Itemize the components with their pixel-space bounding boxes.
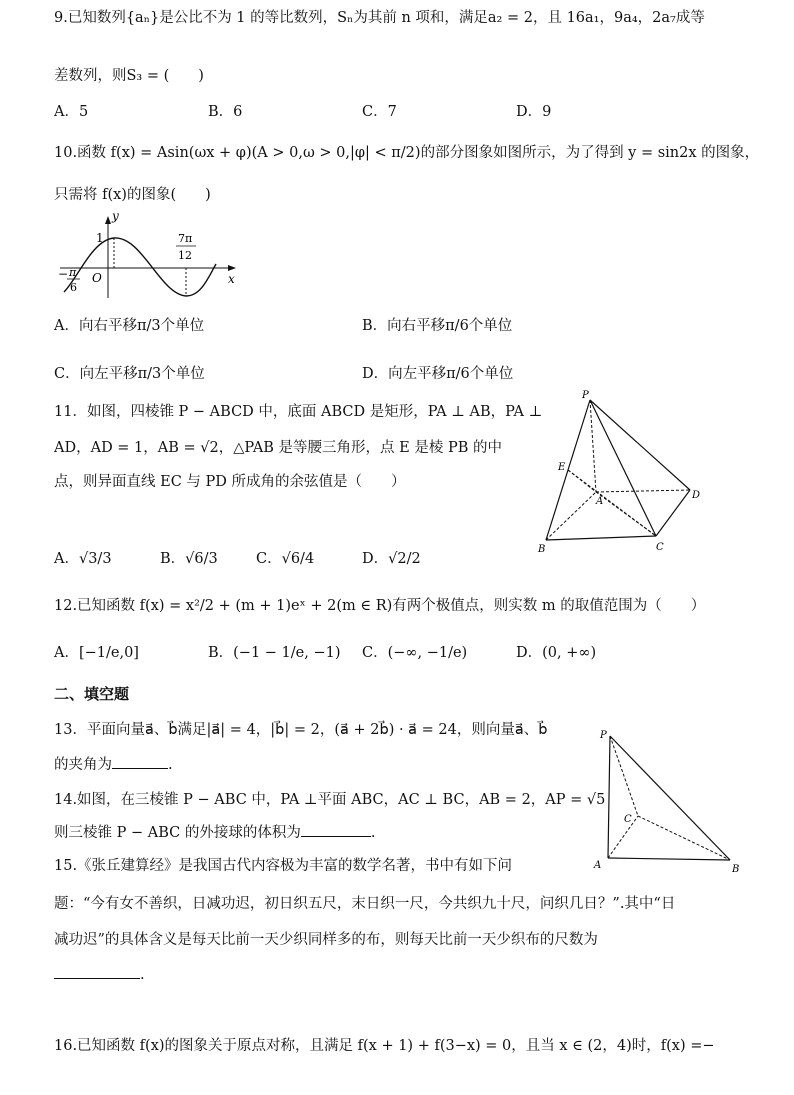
q10-option-b: B．向右平移π/6个单位: [362, 318, 513, 334]
q10-option-c: C．向左平移π/3个单位: [54, 366, 205, 382]
q10-graph-left-den: 6: [70, 281, 77, 294]
q15-answer-blank[interactable]: [54, 964, 140, 979]
q13-stem-line1: 13．平面向量a⃗、b⃗满足|a⃗| = 4，|b⃗| = 2，(a⃗ + 2b⃗) · a⃗ = 24，则向量a⃗、b⃗: [54, 722, 548, 738]
q10-graph-right-den: 12: [178, 249, 192, 262]
q15-stem-line1: 15.《张丘建算经》是我国古代内容极为丰富的数学名著，书中有如下问: [54, 858, 513, 874]
q11-label-a: A: [596, 496, 604, 507]
q10-stem-line1: 10.函数 f(x) = Asin(ωx + φ)(A > 0,ω > 0,|φ| < π/2)的部分图象如图所示，为了得到 y = sin2x 的图象，: [54, 145, 760, 161]
q14-label-a: A: [594, 860, 602, 871]
q12-option-a: A．[−1/e,0]: [54, 645, 139, 661]
q11-option-b: B．√6/3: [160, 551, 218, 567]
q10-graph-max-label: 1: [96, 231, 104, 245]
q14-answer-blank[interactable]: [301, 822, 371, 837]
q10-stem-line2: 只需将 f(x)的图象( ): [54, 187, 211, 203]
q13-stem-line2-text: 的夹角为: [54, 757, 112, 773]
q12-option-b: B．(−1 − 1/e, −1): [208, 645, 341, 661]
q12-stem-line1: 12.已知函数 f(x) = x²/2 + (m + 1)eˣ + 2(m ∈ R)有两个极值点，则实数 m 的取值范围为（ ）: [54, 598, 706, 614]
q11-label-e: E: [558, 462, 566, 473]
q15-answer-line: .: [54, 964, 145, 985]
q12-option-d: D．(0, +∞): [516, 645, 597, 661]
q12-option-c: C．(−∞, −1/e): [362, 645, 468, 661]
q11-option-c: C．√6/4: [256, 551, 315, 567]
q14-stem-line1: 14.如图，在三棱锥 P − ABC 中，PA ⊥平面 ABC，AC ⊥ BC，AB = 2，AP = √5: [54, 792, 606, 808]
q9-option-d: D．9: [516, 104, 552, 120]
q14-label-c: C: [624, 814, 632, 825]
q13-stem-line2: 的夹角为 .: [54, 754, 173, 775]
q11-label-b: B: [538, 544, 546, 555]
q11-option-a: A．√3/3: [54, 551, 112, 567]
q14-pyramid-figure: [590, 726, 770, 876]
q10-option-a: A．向右平移π/3个单位: [54, 318, 205, 334]
q10-graph-y-label: y: [112, 209, 119, 223]
q11-stem-line3: 点，则异面直线 EC 与 PD 所成角的余弦值是（ ）: [54, 474, 406, 490]
q10-graph-x-label: x: [228, 272, 235, 286]
q11-stem-line1: 11．如图，四棱锥 P − ABCD 中，底面 ABCD 是矩形，PA ⊥ AB，PA ⊥: [54, 404, 543, 420]
q10-graph-right-num: 7π: [178, 232, 193, 245]
q14-label-b: B: [732, 864, 740, 875]
q13-answer-blank[interactable]: [112, 754, 168, 769]
q11-pyramid-figure: [530, 388, 710, 558]
q11-label-c: C: [656, 542, 664, 553]
q10-option-d: D．向左平移π/6个单位: [362, 366, 514, 382]
q11-stem-line2: AD，AD = 1，AB = √2，△PAB 是等腰三角形，点 E 是棱 PB 的中: [54, 440, 502, 456]
q14-label-p: P: [600, 730, 607, 741]
q9-option-b: B．6: [208, 104, 243, 120]
q9-stem-line2: 差数列，则S₃ = ( ): [54, 68, 204, 84]
q11-option-d: D．√2/2: [362, 551, 421, 567]
q11-label-d: D: [692, 490, 701, 501]
q9-option-c: C．7: [362, 104, 397, 120]
q15-stem-line2: 题：“今有女不善织，日减功迟，初日织五尺，末日织一尺，今共织九十尺，问织几日？”.其中“日: [54, 896, 676, 912]
q9-option-a: A．5: [54, 104, 89, 120]
q16-stem-line1: 16.已知函数 f(x)的图象关于原点对称，且满足 f(x + 1) + f(3−x) = 0，且当 x ∈ (2，4)时，f(x) =−: [54, 1038, 715, 1054]
q14-stem-line2-text: 则三棱锥 P − ABC 的外接球的体积为: [54, 825, 301, 841]
section-title-fill-in: 二、填空题: [54, 685, 130, 703]
q10-graph-left-num: π: [69, 266, 77, 279]
q10-graph-left-sign: −: [58, 267, 69, 281]
q10-sine-graph: [56, 208, 246, 300]
q11-label-p: P: [582, 390, 589, 401]
q15-stem-line3: 减功迟”的具体含义是每天比前一天少织同样多的布，则每天比前一天少织布的尺数为: [54, 932, 598, 948]
q10-graph-origin: O: [92, 271, 102, 285]
q9-stem-line1: 9.已知数列{aₙ}是公比不为 1 的等比数列，Sₙ为其前 n 项和，满足a₂ = 2，且 16a₁，9a₄，2a₇成等: [54, 10, 705, 26]
q14-stem-line2: 则三棱锥 P − ABC 的外接球的体积为 .: [54, 822, 375, 843]
